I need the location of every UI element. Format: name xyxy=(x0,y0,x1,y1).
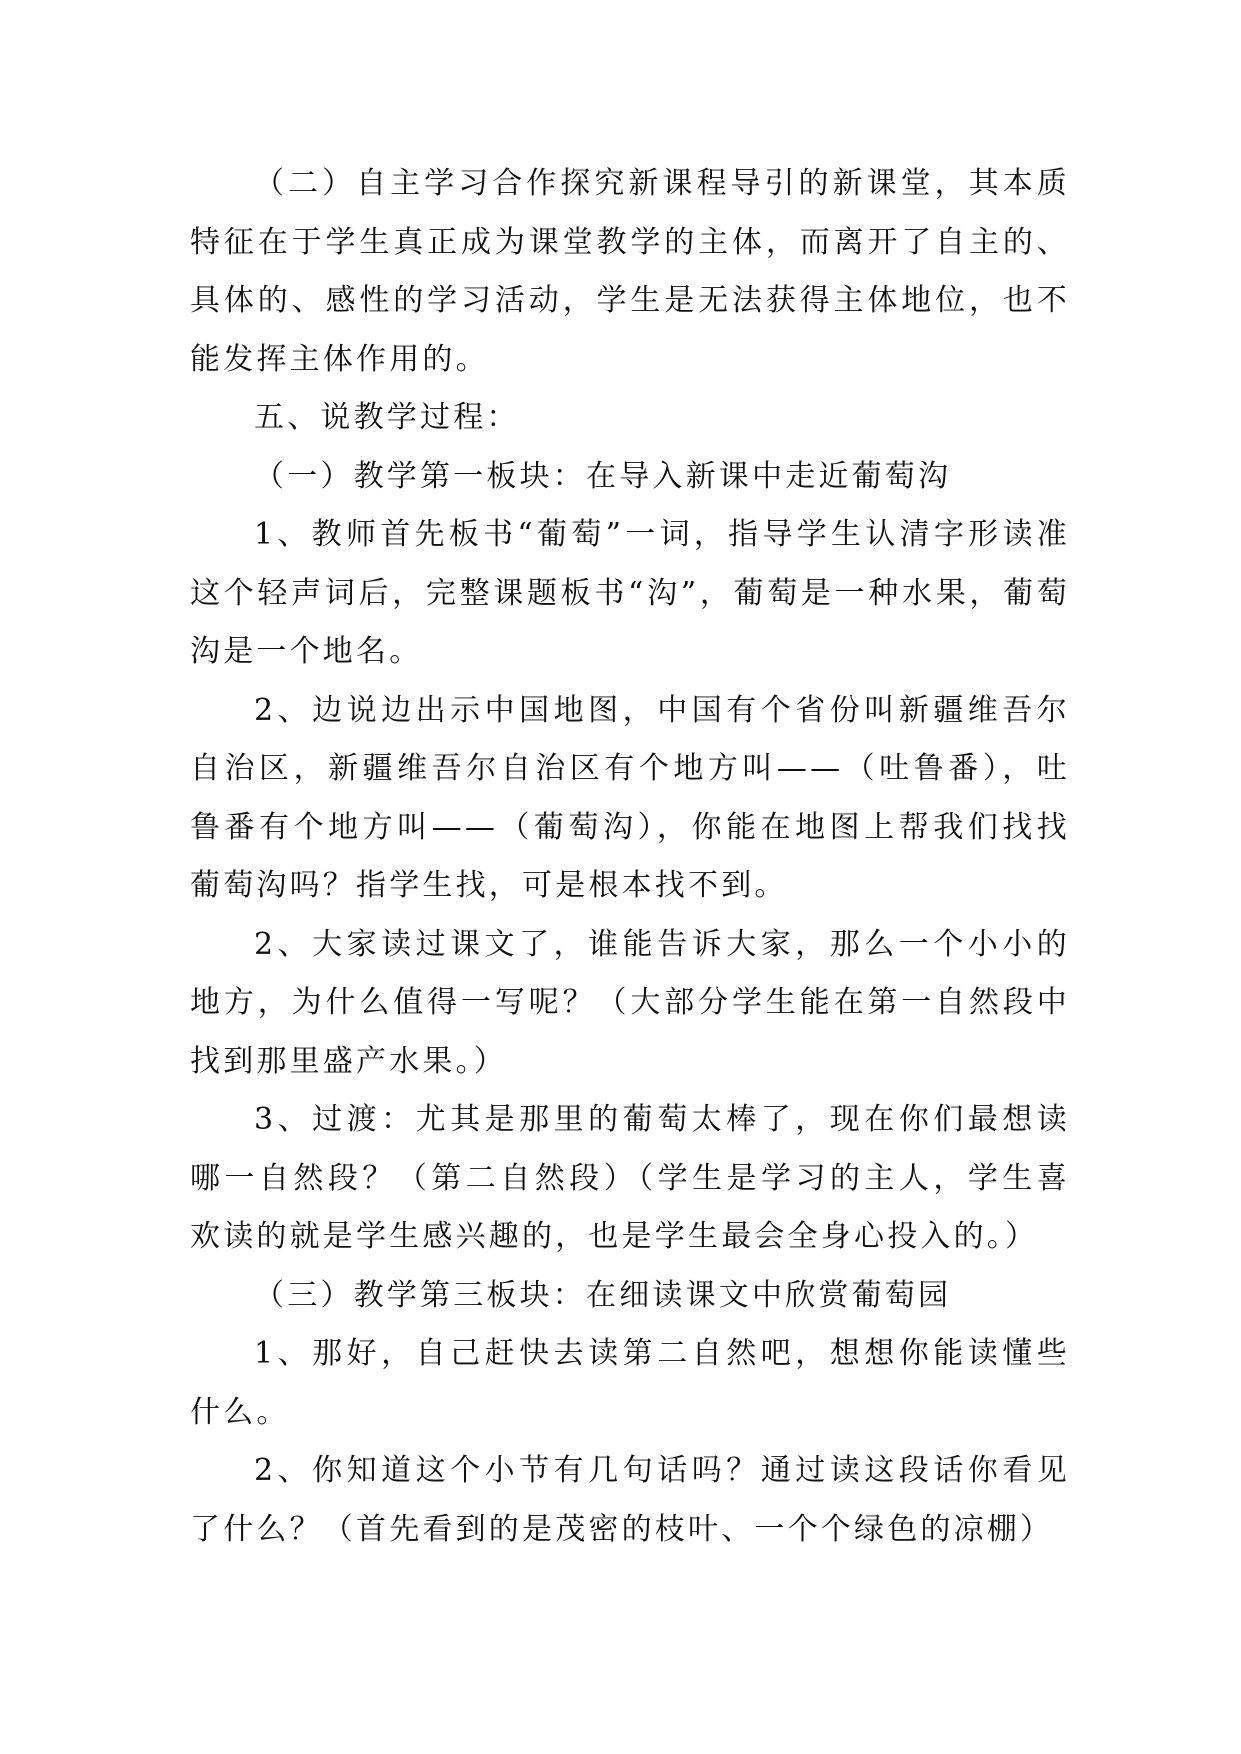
paragraph-step-3: 3、过渡：尤其是那里的葡萄太棒了，现在你们最想读哪一自然段？（第二自然段）（学生是学习的主人，学生喜欢读的就是学生感兴趣的，也是学生最会全身心投入的。） xyxy=(190,1102,1070,1254)
subheading-block-three: （三）教学第三板块：在细读课文中欣赏葡萄园 xyxy=(254,1277,952,1313)
subheading-block-one: （一）教学第一板块：在导入新课中走近葡萄沟 xyxy=(254,458,952,494)
paragraph-read-section: 1、那好，自己赶快去读第二自然吧，想想你能读懂些什么。 xyxy=(190,1336,1070,1430)
paragraph-1: （二）自主学习合作探究新课程导引的新课堂，其本质特征在于学生真正成为课堂教学的主体，而离开了自主的、具体的、感性的学习活动，学生是无法获得主体地位，也不能发挥主体作用的。 xyxy=(190,166,1070,377)
paragraph-sentences-question: 2、你知道这个小节有几句话吗？通过读这段话你看见了什么？（首先看到的是茂密的枝叶、一个个绿色的凉棚） xyxy=(190,1453,1070,1547)
section-heading-teaching-process: 五、说教学过程： xyxy=(254,400,520,435)
paragraph-step-2-text: 2、大家读过课文了，谁能告诉大家，那么一个小小的地方，为什么值得一写呢？（大部分学生能在第一自然段中找到那里盛产水果。） xyxy=(190,926,1070,1079)
paragraph-step-2-map: 2、边说边出示中国地图，中国有个省份叫新疆维吾尔自治区，新疆维吾尔自治区有个地方叫——（吐鲁番），吐鲁番有个地方叫——（葡萄沟），你能在地图上帮我们找找葡萄沟吗？指学生找，可是根本找不到。 xyxy=(190,692,1070,903)
document-body xyxy=(190,155,1070,1559)
paragraph-step-1: 1、教师首先板书“葡萄”一词，指导学生认清字形读准这个轻声词后，完整课题板书“沟”，葡萄是一种水果，葡萄沟是一个地名。 xyxy=(190,517,1070,669)
